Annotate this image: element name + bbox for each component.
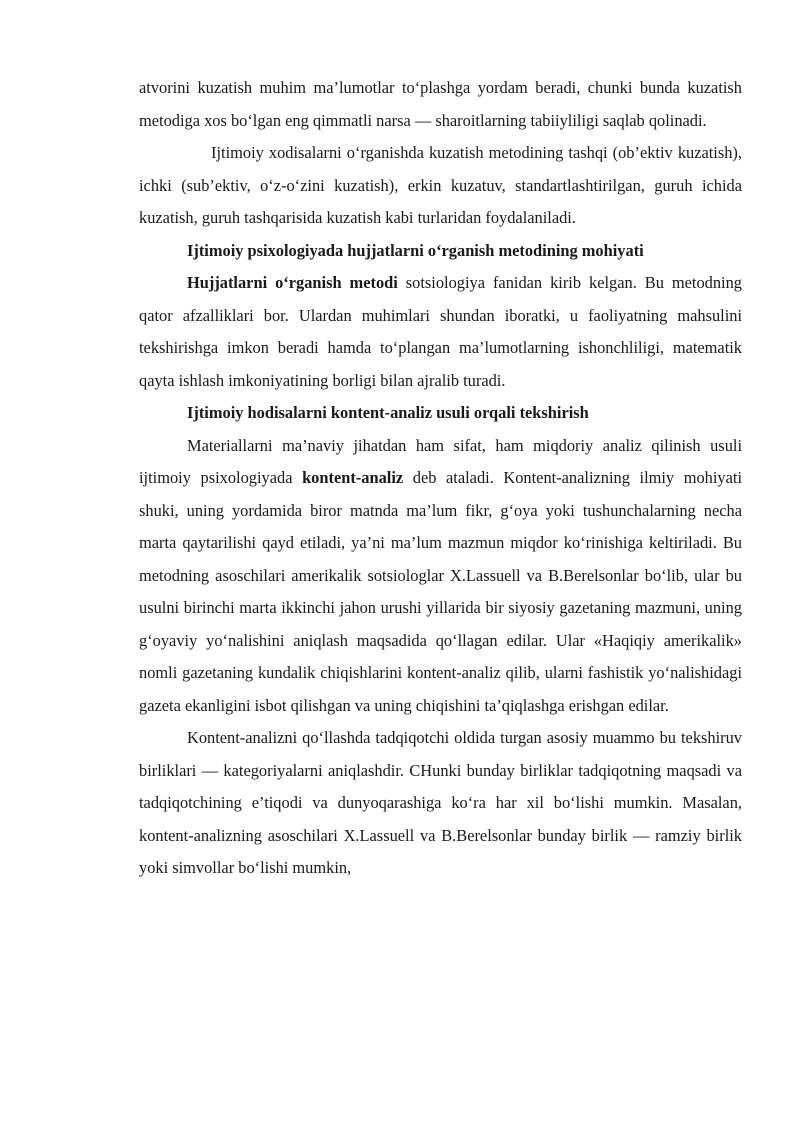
paragraph-3-text: sotsiologiya fanidan kirib kelgan. Bu metodning qator afzalliklari bor. Ulardan muhimlari shundan iboratki, u faoliyatning mahsulini tekshirishga imkon beradi hamda to‘plangan ma’lumotlarning ishonchliligi, matematik qayta ishlash imkoniyatining borligi bilan ajralib turadi. <box>139 273 742 390</box>
paragraph-4 <box>139 430 742 723</box>
paragraph-3 <box>139 267 742 397</box>
paragraph-4-text: deb ataladi. Kontent-analizning ilmiy mohiyati shuki, uning yordamida biror matnda ma’lum fikr, g‘oya yoki tushunchalarning necha marta qaytarilishi qayd etiladi, ya’ni ma’lum mazmun miqdor ko‘rinishiga keltiriladi. Bu metodning asoschilari amerikalik sotsiologlar X.Lassuell va B.Berelsonlar bo‘lib, ular bu usulni birinchi marta ikkinchi jahon urushi yillarida bir siyosiy gazetaning mazmuni, uning g‘oyaviy yo‘nalishini aniqlash maqsadida qo‘llagan edilar. Ular «Haqiqiy amerikalik» nomli gazetaning kundalik chiqishlarini kontent-analiz qilib, ularni fashistik yo‘nalishidagi gazeta ekanligini isbot qilishgan va uning chiqishini ta’qiqlashga erishgan edilar. <box>139 468 742 715</box>
paragraph-2: Ijtimoiy xodisalarni o‘rganishda kuzatish metodining tashqi (ob’ektiv kuzatish), ichki (sub’ektiv, o‘z-o‘zini kuzatish), erkin kuzatuv, standartlashtirilgan, guruh ichida kuzatish, guruh tashqarisida kuzatish kabi turlaridan foydalaniladi. <box>139 143 742 227</box>
paragraph-4-start: Materiallarni ma’naviy jihatdan ham sifat, ham miqdoriy analiz qilinish usuli ijtimoiy psixologiyada <box>139 435 742 487</box>
paragraph-5: Kontent-analizni qo‘llashda tadqiqotchi oldida turgan asosiy muammo bu tekshiruv birliklari — kategoriyalarni aniqlashdir. CHunki bunday birliklar tadqiqotning maqsadi va tadqiqotchining e’tiqodi va dunyoqarashiga ko‘ra har xil bo‘lishi mumkin. Masalan, kontent-analizning asoschilari X.Lassuell va B.Berelsonlar bunday birlik — ramziy birlik yoki simvollar bo‘lishi mumkin, <box>139 728 742 877</box>
document-page <box>139 72 742 885</box>
section-heading-documents: Ijtimoiy psixologiyada hujjatlarni o‘rganish metodining mohiyati <box>187 240 644 260</box>
paragraph-1: atvorini kuzatish muhim ma’lumotlar to‘plashga yordam beradi, chunki bunda kuzatish metodiga xos bo‘lgan eng qimmatli narsa — sharoitlarning tabiiyliligi saqlab qolinadi. <box>139 78 742 130</box>
term-content-analysis: kontent-analiz <box>302 468 404 487</box>
term-document-study-method: Hujjatlarni o‘rganish metodi <box>187 273 398 292</box>
section-heading-content-analysis: Ijtimoiy hodisalarni kontent-analiz usuli orqali tekshirish <box>187 403 589 422</box>
